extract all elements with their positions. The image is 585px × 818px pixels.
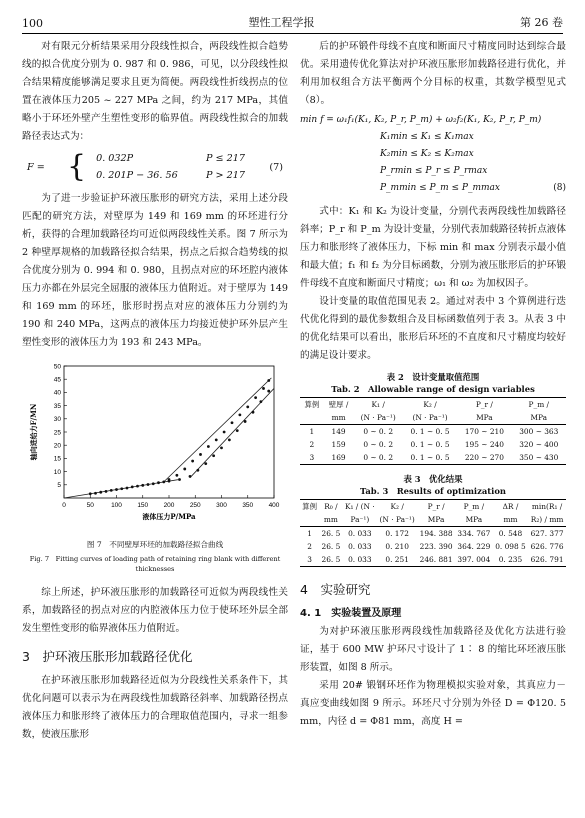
table-cell: 26. 5 [321,529,341,538]
table-cell: 0. 033 [343,553,378,567]
table-header-cell: MPa [457,411,511,425]
data-point [152,482,155,485]
y-tick-label: 5 [57,482,61,490]
table-cell: 26. 5 [321,542,341,551]
table-cell: 0 ~ 0. 2 [353,451,402,465]
data-point [115,488,118,491]
x-tick-label: 350 [242,502,254,509]
data-point [157,481,160,484]
table-cell: 627. 377 [530,529,564,538]
eq-number: (8) [553,183,566,193]
eq-case: 0. 201P − 36. 56 [96,170,178,181]
data-point [204,462,207,465]
table-caption-en: Tab. 2 Allowable range of design variables [331,384,535,394]
data-point [262,387,265,390]
paragraph: 后的护环锻件母线不直度和断面尺寸精度同时达到综合最优。采用遗传优化算法对护环液压胀形加载路径进行优化，并利用加权组合方法平衡两个分目标的权重，其数学模型见式（8）。 [300,41,566,106]
data-point [105,490,108,493]
table-cell: 223. 390 [419,542,453,551]
data-point [236,429,239,432]
table-caption-en: Tab. 3 Results of optimization [359,486,507,496]
data-point [207,445,210,448]
table-header-cell: mm [319,513,342,527]
data-point [223,431,226,434]
table-cell: 0 ~ 0. 2 [363,440,394,449]
y-tick-label: 15 [53,455,61,463]
subsection-heading: 4. 1 实验装置及原理 [300,608,402,619]
table-header-cell: (N · Pa⁻¹) [403,411,457,425]
equation-8 [300,112,566,197]
page-header [22,10,563,34]
section-heading: 4 实验研究 [300,582,371,597]
paragraph: 式中：K₁ 和 K₂ 为设计变量，分别代表两段线性加载路径斜率；P_r 和 P_m 为设计变量，分别代表加载路径转折点液体压力和胀形终了液体压力，下标 min 和 max 分别表示最小值和最大值；f₁ 和 f₂ 为分目标函数，分别为液压胀形后的护环锻件母线不直度和断面尺寸精度；ω₁ 和 ω₂ 为加权因子。 [300,206,566,289]
data-point [228,439,231,442]
data-point [94,492,97,495]
table-cell: 0. 251 [377,553,417,567]
table-header-cell: P_m / [512,398,566,412]
paragraph: 在护环液压胀形加载路径近似为分段线性关系条件下，其优化问题可以表示为在两段线性加载路径斜率、加载路径拐点液体压力和胀形终了液体压力的合理取值范围内，寻求一组参数，使液压胀形 [22,675,288,740]
figure-caption-en: Fig. 7 Fitting curves of loading path of retaining ring blank with different thicknesses [29,555,281,573]
right-column [300,38,566,731]
table-cell: 350 ~ 430 [512,451,566,465]
table-header-cell: MPa [417,513,455,527]
x-tick-label: 250 [189,502,201,509]
x-tick-label: 0 [62,502,66,509]
fit-line [164,378,272,482]
data-point [131,486,134,489]
table-header-cell: K₂ / [377,500,417,514]
data-point [110,489,113,492]
data-point [254,396,257,399]
eq-condition: P ≤ 217 [206,153,245,164]
y-tick-label: 10 [53,468,61,476]
figure-caption-cn: 图 7 不同壁厚环坯的加载路径拟合曲线 [86,540,224,549]
table-header-cell [300,411,324,425]
table-cell: 0. 098 5 [495,542,526,551]
table-cell: 0 ~ 0. 2 [363,427,394,436]
y-axis-label: 轴向进给力F/MN [29,403,38,461]
table-cell: 159 [331,440,346,449]
table-cell: 195 ~ 240 [464,440,504,449]
eq-constraint: P_mmin ≤ P_m ≤ P_mmax [380,183,500,193]
x-tick-label: 150 [137,502,149,509]
eq-objective: min f = ω₁f₁(K₁, K₂, P_r, P_m) + ω₂f₂(K₁, K₂, P_r, P_m) [300,115,542,125]
loading-path-chart [22,358,288,528]
table-cell: 149 [331,427,346,436]
table-cell: 2 [307,542,312,551]
table-cell: 0. 1 ~ 0. 5 [403,451,457,465]
table-cell: 0. 1 ~ 0. 5 [410,440,450,449]
x-tick-label: 300 [216,502,227,509]
table-cell: 0. 1 ~ 0. 5 [410,427,450,436]
data-point [252,411,255,414]
table-cell: 334. 767 [457,529,491,538]
table-header-cell: (N · Pa⁻¹) [353,411,402,425]
table-cell: 364. 229 [457,542,491,551]
page-number: 100 [22,17,43,30]
data-point [89,492,92,495]
y-tick-label: 35 [53,402,61,410]
data-point [99,491,102,494]
data-point [199,453,202,456]
table-header-cell: ΔR / [493,500,528,514]
x-axis-label: 液体压力P/MPa [142,512,196,521]
table-cell: 3 [300,451,324,465]
table-row [300,540,566,553]
data-point [196,469,199,472]
table-cell: 3 [300,553,319,567]
eq-constraint: K₂min ≤ K₂ ≤ K₂max [380,149,474,159]
table-caption-cn: 表 2 设计变量取值范围 [386,372,480,382]
x-tick-label: 100 [111,502,122,509]
y-tick-label: 45 [53,376,61,384]
eq-constraint: P_rmin ≤ P_r ≤ P_rmax [380,166,488,176]
optimization-results-table [300,499,566,567]
data-point [212,454,215,457]
data-point [215,439,218,442]
x-tick-label: 200 [163,502,175,509]
figure-7 [22,358,288,574]
data-point [147,483,150,486]
section-heading: 3 护环液压胀形加载路径优化 [22,649,193,664]
data-point [136,485,139,488]
table-cell: 0. 548 [498,529,523,538]
data-point [162,480,165,483]
table-header-cell: 壁厚 / [324,398,354,412]
table-header-cell: P_m / [455,500,493,514]
table-cell: 0. 210 [385,542,409,551]
y-tick-label: 25 [53,429,61,437]
data-point [126,487,129,490]
table-header-cell [300,513,319,527]
data-point [168,480,171,483]
table-row [300,438,566,451]
table-header-cell: R₂) / mm [528,513,566,527]
eq-condition: P > 217 [206,170,245,181]
paragraph: 为了进一步验证护环液压胀形的研究方法，采用上述分段匹配的研究方法，对壁厚为 149 和 169 mm 的环坯进行分析，获得的合理加载路径均可近似两段线性关系。图 7 所示为 2 种壁厚规格的加载路径拟合结果，拐点之后拟合趋势线的拟合优度分别为 0. 994 和 0. 980，且拐点对应的环坯腔内液体压力亦都在外层完全屈服的液体压力值附近。对于壁厚为 149 和 169 mm 的环坯，胀形时拐点对应的液体压力分别约为 190 和 240 MPa，这两点的液体压力均接近使护环外层产生塑性变形的液体压力为 193 和 243 MPa。 [22,193,288,348]
table-row [300,451,566,465]
equation-7 [22,150,288,184]
data-point [267,390,270,393]
table-header-cell: min(R₁ / [528,500,566,514]
table-cell: 26. 5 [319,553,342,567]
data-point [238,413,241,416]
y-tick-label: 20 [53,442,61,450]
data-point [183,468,186,471]
paragraph: 对有限元分析结果采用分段线性拟合，两段线性拟合趋势线的拟合优度分别为 0. 987 和 0. 986，可见，以分段线性拟合结果精度能够满足要求且更为简便。两段线性折线拐点的位置在液体压力205 ~ 227 MPa 之间，约为 217 MPa，其值略小于环坯外壁产生塑性变形的临界值。两段线性拟合的加载路径表达式为： [22,41,288,142]
table-cell: 0. 235 [493,553,528,567]
table-cell: 220 ~ 270 [457,451,511,465]
table-cell: 194. 388 [419,529,453,538]
table-cell: 170 ~ 210 [464,427,504,436]
paragraph: 设计变量的取值范围见表 2。通过对表中 3 个算例进行迭代优化得到的最优参数组合及目标函数值列于表 3。从表 3 中的优化结果可以看出，胀形后环坯的不直度和尺寸精度均较好的满足设计要求。 [300,296,566,361]
table-header-cell: mm [324,411,354,425]
table-header-cell: 算例 [300,398,324,412]
paragraph: 采用 20# 锻钢环坯作为物理模拟实验对象，其真应力－真应变曲线如图 9 所示。环坯尺寸分别为外径 D = Φ120. 5 mm，内径 d = Φ81 mm，高度 H = [300,680,566,727]
x-tick-label: 50 [86,502,94,509]
data-point [189,475,192,478]
data-point [267,379,270,382]
data-point [220,446,223,449]
y-tick-label: 50 [53,363,61,371]
eq-brace: { [67,149,87,184]
table-header-cell: mm [493,513,528,527]
volume-label: 第 26 卷 [520,16,563,29]
table-cell: 300 ~ 363 [519,427,559,436]
table-row [300,425,566,439]
eq-number: (7) [269,161,283,173]
x-tick-label: 400 [268,502,280,509]
table-header-cell: Pa⁻¹) [343,513,378,527]
left-column [22,38,288,744]
table-cell: 0. 033 [348,542,372,551]
table-header-cell: K₁ / [353,398,402,412]
paragraph: 为对护环液压胀形两段线性加载路径及优化方法进行验证，基于 600 MW 护环尺寸设计了 1∶ 8 的缩比环坯液压胀形装置，如图 8 所示。 [300,626,566,673]
table-header-cell: K₁ / (N · [343,500,378,514]
table-header-cell: P_r / [417,500,455,514]
design-variable-table [300,397,566,465]
data-point [191,460,194,463]
data-point [244,420,247,423]
data-point [120,487,123,490]
data-point [259,400,262,403]
table-3 [300,473,566,567]
data-point [175,474,178,477]
table-cell: 169 [324,451,354,465]
table-header-cell: P_r / [457,398,511,412]
table-header-cell: MPa [512,411,566,425]
table-cell: 2 [309,440,315,449]
eq-constraint: K₁min ≤ K₁ ≤ K₁max [380,132,474,142]
journal-title: 塑性工程学报 [248,16,315,29]
table-cell: 0. 172 [385,529,409,538]
table-header-cell: K₂ / [403,398,457,412]
table-caption-cn: 表 3 优化结果 [403,474,463,484]
table-cell: 246. 881 [417,553,455,567]
table-header-cell: MPa [455,513,493,527]
table-header-cell: R₀ / [319,500,342,514]
y-tick-label: 30 [53,416,61,424]
table-cell: 1 [309,427,315,436]
table-row [300,553,566,567]
data-point [178,478,181,481]
table-cell: 626. 776 [530,542,564,551]
table-cell: 320 ~ 400 [519,440,559,449]
data-point [231,421,234,424]
y-tick-label: 40 [53,389,61,397]
eq-lhs: F = [27,161,45,173]
table-2 [300,371,566,465]
table-header-cell: (N · Pa⁻¹) [377,513,417,527]
table-cell: 0. 033 [348,529,372,538]
table-cell: 397. 004 [455,553,493,567]
table-cell: 1 [307,529,312,538]
table-cell: 626. 791 [528,553,566,567]
data-point [141,484,144,487]
table-header-cell: 算例 [300,500,319,514]
table-row [300,527,566,541]
data-point [246,406,249,409]
paragraph: 综上所述，护环液压胀形的加载路径可近似为两段线性关系，加载路径的拐点对应的内腔液体压力位于使环坯外层全部发生塑性变形的临界液体压力值附近。 [22,587,288,634]
eq-case: 0. 032P [96,153,134,164]
